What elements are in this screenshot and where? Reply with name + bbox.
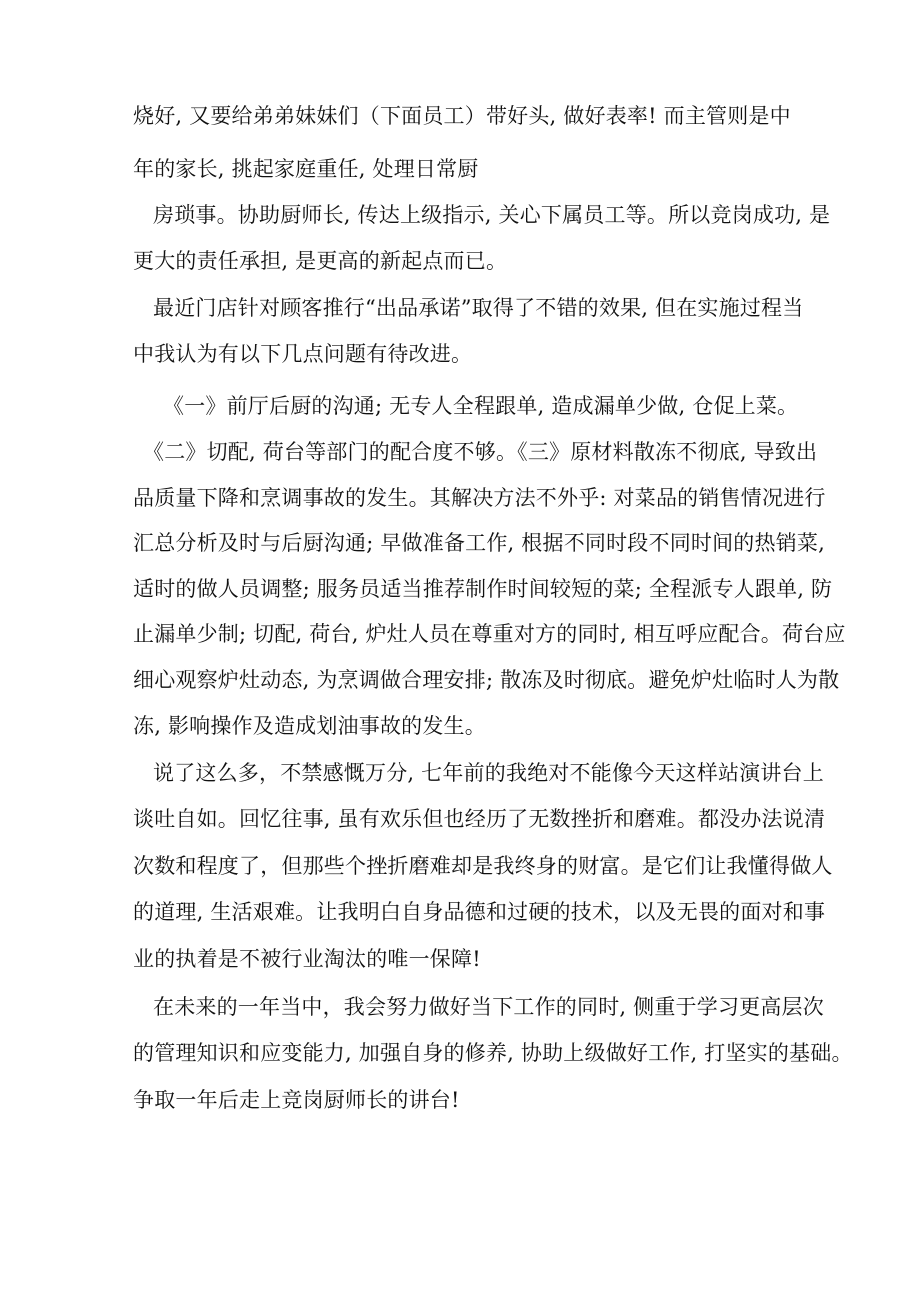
text-line: 中我认为有以下几点问题有待改进。 bbox=[133, 342, 473, 366]
text-line: 细心观察炉灶动态, 为烹调做合理安排; 散冻及时彻底。避免炉灶临时人为散 bbox=[133, 668, 840, 692]
text-line: 说了这么多，不禁感慨万分, 七年前的我绝对不能像今天这样站演讲台上 bbox=[153, 761, 824, 785]
text-line: 的道理, 生活艰难。让我明白自身品德和过硬的技术，以及无畏的面对和事 bbox=[133, 900, 826, 924]
text-line: 冻, 影响操作及造成划油事故的发生。 bbox=[133, 714, 486, 738]
text-line: 更大的责任承担, 是更高的新起点而已。 bbox=[133, 249, 508, 273]
text-line: 适时的做人员调整; 服务员适当推荐制作时间较短的菜; 全程派专人跟单, 防 bbox=[133, 577, 833, 601]
text-line: 争取一年后走上竞岗厨师长的讲台! bbox=[133, 1088, 460, 1112]
text-line: 次数和程度了，但那些个挫折磨难却是我终身的财富。是它们让我懂得做人 bbox=[133, 854, 833, 878]
text-line: 的管理知识和应变能力, 加强自身的修养, 协助上级做好工作, 打坚实的基础。 bbox=[133, 1041, 853, 1065]
text-line: 房琐事。协助厨师长, 传达上级指示, 关心下属员工等。所以竞岗成功, 是 bbox=[153, 203, 831, 227]
text-line: 《二》切配, 荷台等部门的配合度不够。《三》原材料散冻不彻底, 导致出 bbox=[143, 440, 818, 464]
text-line: 年的家长, 挑起家庭重任, 处理日常厨 bbox=[133, 157, 479, 181]
text-line: 《一》前厅后厨的沟通; 无专人全程跟单, 造成漏单少做, 仓促上菜。 bbox=[163, 394, 799, 418]
text-line: 品质量下降和烹调事故的发生。其解决方法不外乎: 对菜品的销售情况进行 bbox=[133, 486, 826, 510]
text-line: 业的执着是不被行业淘汰的唯一保障! bbox=[133, 947, 481, 971]
text-line: 止漏单少制; 切配, 荷台, 炉灶人员在尊重对方的同时, 相互呼应配合。荷台应 bbox=[133, 622, 846, 646]
text-line: 最近门店针对顾客推行“出品承诺”取得了不错的效果, 但在实施过程当 bbox=[153, 296, 804, 320]
text-line: 汇总分析及时与后厨沟通; 早做准备工作, 根据不同时段不同时间的热销菜, bbox=[133, 531, 825, 555]
text-line: 在未来的一年当中，我会努力做好当下工作的同时, 侧重于学习更高层次 bbox=[153, 995, 824, 1019]
text-line: 烧好, 又要给弟弟妹妹们（下面员工）带好头, 做好表率! 而主管则是中 bbox=[133, 104, 791, 128]
text-line: 谈吐自如。回忆往事, 虽有欢乐但也经历了无数挫折和磨难。都没办法说清 bbox=[133, 807, 826, 831]
